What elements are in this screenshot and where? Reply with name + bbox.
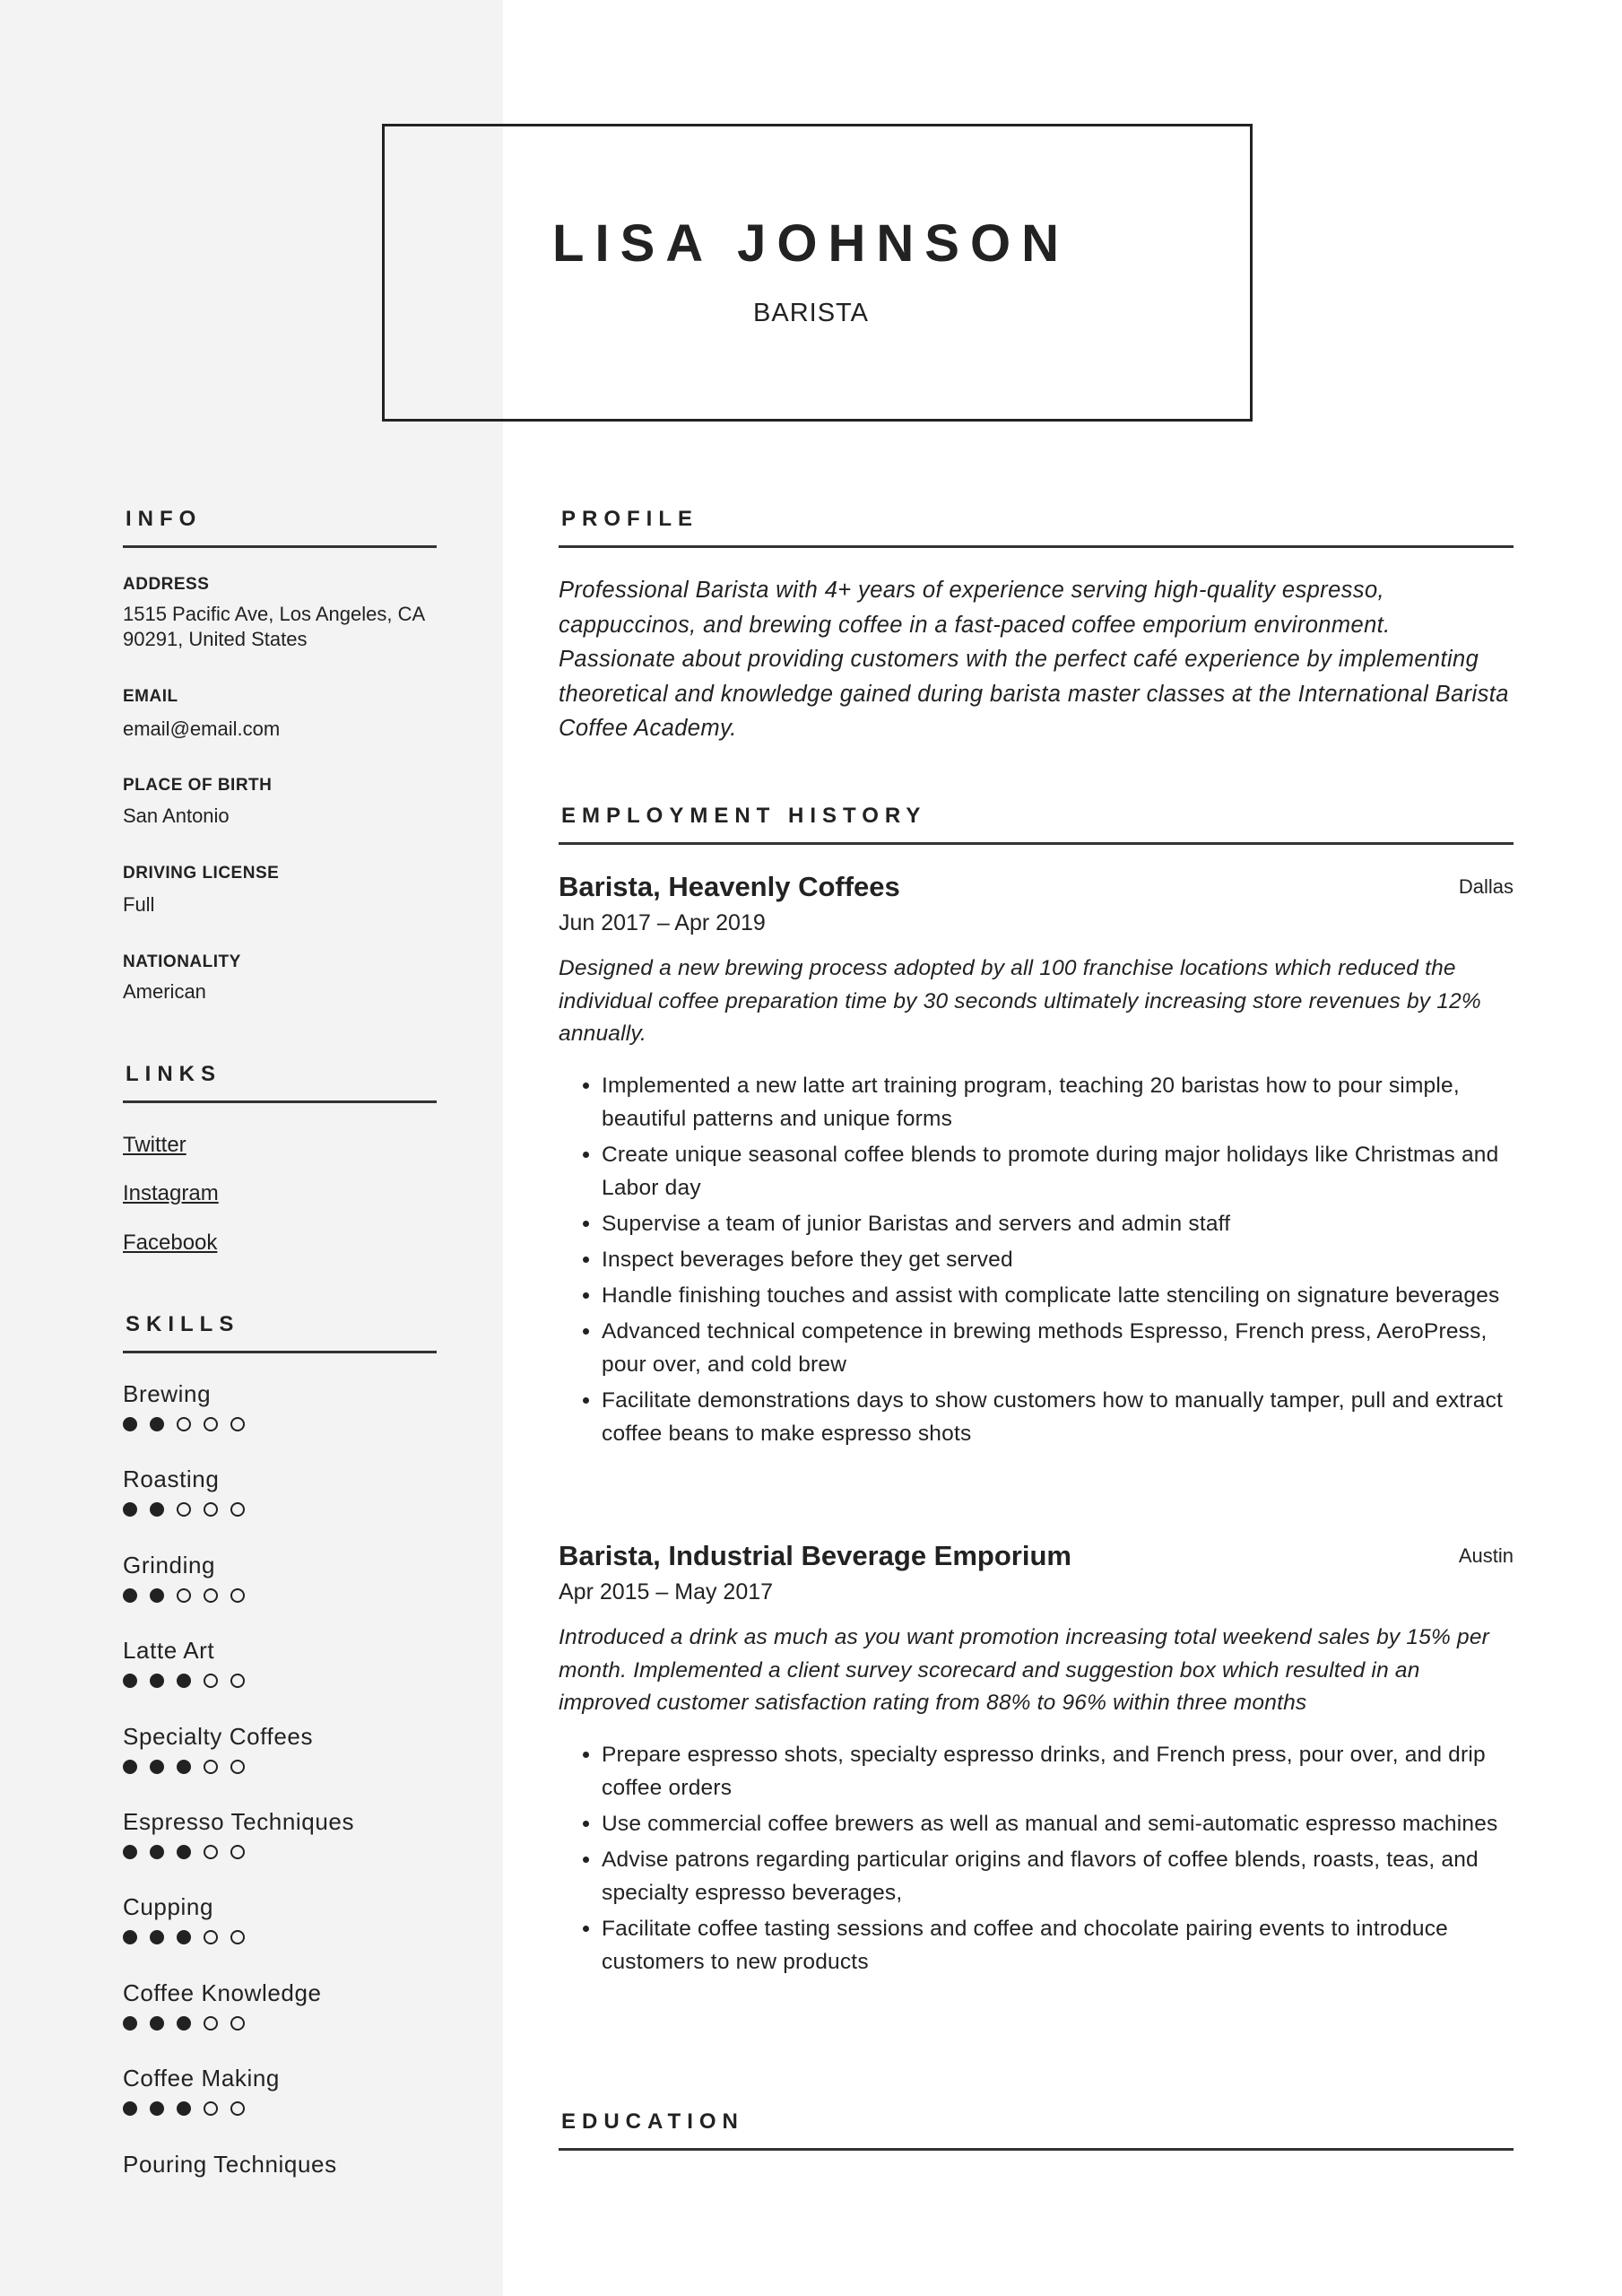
job-title: Barista, Industrial Beverage Emporium [559,1540,1071,1571]
bullet-item: • Handle finishing touches and assist with complicate latte stenciling on signature beverages [602,1279,1514,1312]
skill-item [123,1379,245,1433]
link-twitter[interactable]: Twitter [123,1133,186,1157]
filled-dot-icon [150,1760,164,1774]
job-title-header: BARISTA [753,299,869,327]
skill-name: Roasting [123,1465,220,1493]
empty-dot-icon [204,2016,218,2031]
bullet-item: • Inspect beverages before they get served [602,1243,1514,1276]
profile-heading: PROFILE [561,507,699,531]
link-facebook[interactable]: Facebook [123,1231,218,1255]
divider [559,545,1514,548]
employment-heading: EMPLOYMENT HISTORY [561,804,927,828]
filled-dot-icon [123,1502,137,1517]
filled-dot-icon [177,1760,191,1774]
job-city: Dallas [1458,875,1514,898]
empty-dot-icon [204,1674,218,1688]
empty-dot-icon [204,1845,218,1859]
empty-dot-icon [177,1588,191,1603]
divider [123,1100,437,1103]
skill-level-dots [123,1588,245,1605]
skill-item [123,2150,337,2179]
nationality-value: American [123,980,206,1003]
filled-dot-icon [150,1930,164,1944]
job-title: Barista, Heavenly Coffees [559,871,900,902]
links-section [123,1061,437,1103]
address-label: ADDRESS [123,575,210,594]
divider [559,2148,1514,2151]
empty-dot-icon [204,1502,218,1517]
job-description: Introduced a drink as much as you want promotion increasing total weekend sales by 15% per month. Implemented a client survey scorecard and suggestion box which resulted in an improved customer satisfaction rating from 88% to 96% within three months [559,1625,1490,1715]
filled-dot-icon [123,1760,137,1774]
job-entry [559,1539,1514,1981]
bullet-item: • Use commercial coffee brewers as well as manual and semi-automatic espresso machines [602,1807,1514,1840]
job-entry [559,870,1514,1453]
education-section [559,2109,1514,2151]
filled-dot-icon [123,2101,137,2116]
skill-name: Coffee Making [123,2065,280,2092]
filled-dot-icon [123,2016,137,2031]
job-dates: Apr 2015 – May 2017 [559,1579,774,1605]
bullet-item: • Implemented a new latte art training program, teaching 20 baristas how to pour simple, beautiful patterns and unique forms [602,1069,1514,1135]
empty-dot-icon [230,1930,245,1944]
license-label: DRIVING LICENSE [123,864,280,883]
skill-level-dots [123,2101,280,2118]
empty-dot-icon [177,1417,191,1431]
skill-name: Brewing [123,1380,212,1407]
filled-dot-icon [150,1588,164,1603]
skill-name: Latte Art [123,1637,215,1665]
skill-level-dots [123,1502,245,1518]
skill-level-dots [123,1760,313,1776]
link-instagram[interactable]: Instagram [123,1181,219,1205]
skill-item [123,1807,354,1861]
skill-name: Pouring Techniques [123,2150,337,2178]
filled-dot-icon [150,1502,164,1517]
filled-dot-icon [150,2101,164,2116]
filled-dot-icon [150,1674,164,1688]
skill-item [123,1892,245,1946]
employment-section [559,803,1514,845]
address-line1: 1515 Pacific Ave, Los Angeles, CA [123,603,426,625]
skill-level-dots [123,1674,245,1690]
skills-heading: SKILLS [126,1312,240,1336]
empty-dot-icon [230,2101,245,2116]
filled-dot-icon [177,1845,191,1859]
info-heading: INFO [126,507,203,531]
links-heading: LINKS [126,1062,221,1086]
filled-dot-icon [177,1674,191,1688]
divider [123,545,437,548]
skill-level-dots [123,1845,354,1861]
skill-item [123,2064,280,2118]
birth-label: PLACE OF BIRTH [123,776,273,795]
bullet-item: • Prepare espresso shots, specialty espresso drinks, and French press, pour over, and drip coffee orders [602,1738,1514,1805]
filled-dot-icon [177,2016,191,2031]
skill-item [123,1979,322,2032]
empty-dot-icon [204,1588,218,1603]
job-dates: Jun 2017 – Apr 2019 [559,910,766,935]
bullet-item: • Advise patrons regarding particular origins and flavors of coffee blends, roasts, teas, and specialty espresso beverages, [602,1843,1514,1909]
birth-value: San Antonio [123,804,230,827]
divider [123,1351,437,1353]
empty-dot-icon [204,2101,218,2116]
empty-dot-icon [230,1502,245,1517]
filled-dot-icon [123,1845,137,1859]
skill-level-dots [123,2016,322,2032]
skill-name: Cupping [123,1893,214,1921]
job-city: Austin [1458,1544,1514,1567]
skills-section [123,1311,437,1353]
empty-dot-icon [230,1417,245,1431]
empty-dot-icon [230,1760,245,1774]
education-heading: EDUCATION [561,2109,744,2134]
skill-name: Espresso Techniques [123,1808,355,1835]
email-label: EMAIL [123,687,178,706]
profile-section [559,506,1514,746]
skill-name: Coffee Knowledge [123,1979,322,2006]
candidate-name: LISA JOHNSON [552,214,1070,273]
filled-dot-icon [177,1930,191,1944]
empty-dot-icon [177,1502,191,1517]
empty-dot-icon [230,1845,245,1859]
license-value: Full [123,893,155,916]
filled-dot-icon [177,2101,191,2116]
filled-dot-icon [123,1674,137,1688]
skill-name: Grinding [123,1551,216,1578]
filled-dot-icon [150,1845,164,1859]
filled-dot-icon [150,1417,164,1431]
skill-name: Specialty Coffees [123,1722,314,1750]
empty-dot-icon [204,1760,218,1774]
bullet-item: • Supervise a team of junior Baristas and servers and admin staff [602,1207,1514,1240]
profile-text: Professional Barista with 4+ years of experience serving high-quality espresso, cappuccinos, and brewing coffee in a fast-paced coffee emporium environment. Passionate about providing customers with the perfect café experience by implementing theoretical and knowledge gained during barista master classes at the International Barista Coffee Academy. [559,578,1509,742]
empty-dot-icon [230,1588,245,1603]
empty-dot-icon [230,2016,245,2031]
skill-item [123,1636,245,1690]
nationality-label: NATIONALITY [123,952,241,971]
skill-item [123,1551,245,1605]
bullet-item: • Facilitate demonstrations days to show customers how to manually tamper, pull and extract coffee beans to make espresso shots [602,1384,1514,1450]
info-section [123,506,437,548]
empty-dot-icon [204,1417,218,1431]
bullet-item: • Advanced technical competence in brewing methods Espresso, French press, AeroPress, pour over, and cold brew [602,1315,1514,1381]
job-bullets [559,1069,1514,1450]
filled-dot-icon [123,1417,137,1431]
empty-dot-icon [204,1930,218,1944]
bullet-item: • Facilitate coffee tasting sessions and coffee and chocolate pairing events to introduce customers to new products [602,1912,1514,1979]
filled-dot-icon [123,1588,137,1603]
empty-dot-icon [230,1674,245,1688]
address-line2: 90291, United States [123,628,308,650]
skill-level-dots [123,1930,245,1946]
email-value: email@email.com [123,718,281,740]
filled-dot-icon [123,1930,137,1944]
skill-item [123,1722,313,1776]
job-description: Designed a new brewing process adopted by all 100 franchise locations which reduced the individual coffee preparation time by 30 seconds ultimately increasing store revenues by 12% annually. [559,956,1481,1046]
skill-level-dots [123,1417,245,1433]
skill-item [123,1465,245,1518]
job-bullets [559,1738,1514,1979]
filled-dot-icon [150,2016,164,2031]
bullet-item: • Create unique seasonal coffee blends to promote during major holidays like Christmas and Labor day [602,1138,1514,1205]
divider [559,842,1514,845]
